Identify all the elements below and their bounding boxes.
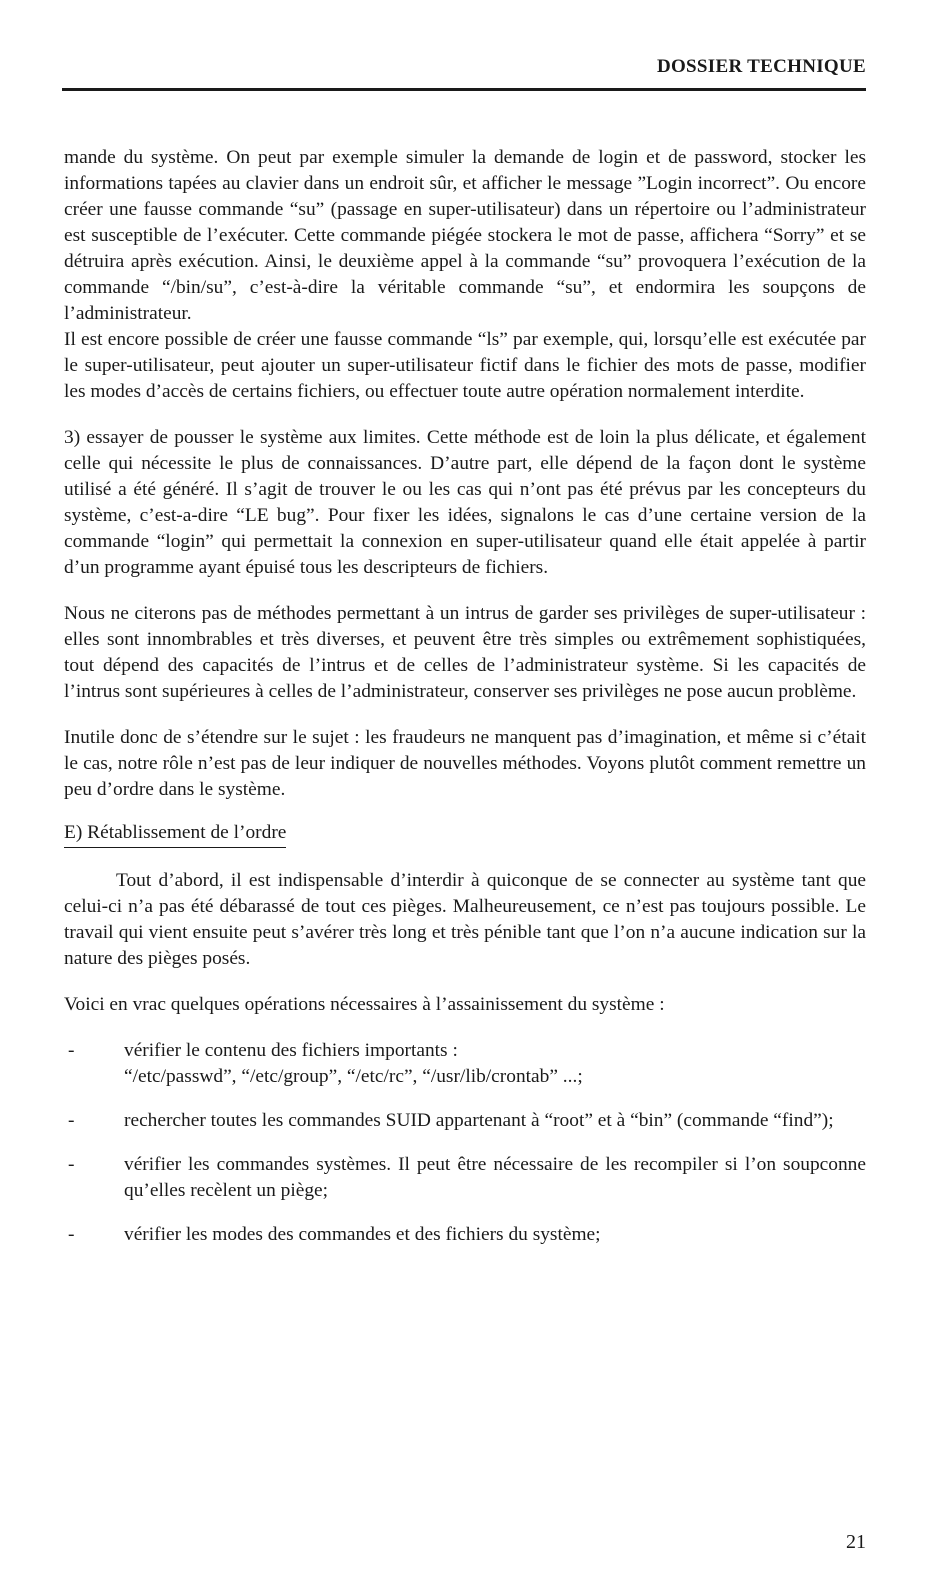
paragraph-5: Inutile donc de s’étendre sur le sujet : les fraudeurs ne manquent pas d’imagination, et même si c’était le cas, notre rôle n’est pas de leur indiquer de nouvelles méthodes. Voyons plutôt comment remettre un peu d’ordre dans le système. — [64, 727, 866, 800]
running-header: DOSSIER TECHNIQUE — [656, 56, 866, 77]
paragraph-7: Voici en vrac quelques opérations nécessaires à l’assainissement du système : — [64, 994, 665, 1015]
list-item — [64, 1038, 866, 1090]
list-dash: - — [68, 1154, 75, 1175]
operations-list — [64, 1038, 866, 1248]
paragraph-2: Il est encore possible de créer une fausse commande “ls” par exemple, qui, lorsqu’elle est exécutée par le super-utilisateur, peut ajouter un super-utilisateur fictif dans le fichier des mots de passe, modifier les modes d’accès de certains fichiers, ou effectuer toute autre opération normalement interdite. — [64, 329, 866, 402]
list-item — [64, 1108, 866, 1134]
list-item-text: vérifier les modes des commandes et des fichiers du système; — [124, 1224, 601, 1245]
list-dash: - — [68, 1040, 75, 1061]
list-item-text-line2: “/etc/passwd”, “/etc/group”, “/etc/rc”, “/usr/lib/crontab” ...; — [124, 1066, 583, 1087]
header-rule — [62, 88, 866, 91]
list-item — [64, 1152, 866, 1204]
body-text — [64, 145, 866, 1248]
paragraph-1: mande du système. On peut par exemple simuler la demande de login et de password, stocker les informations tapées au clavier dans un endroit sûr, et afficher le message ”Login incorrect”. Ou encore créer une fausse commande “su” (passage en super-utilisateur) dans un répertoire ou l’administrateur est susceptible de l’exécuter. Cette commande piégée stockera le mot de passe, affichera “Sorry” et se détruira après exécution. Ainsi, le deuxième appel à la commande “su” provoquera l’exécution de la commande “/bin/su”, c’est-à-dire la véritable commande “su”, et endormira les soupçons de l’administrateur. — [64, 147, 866, 324]
list-item-text: vérifier le contenu des fichiers importants : — [124, 1040, 458, 1061]
paragraph-6: Tout d’abord, il est indispensable d’interdir à quiconque de se connecter au système tant que celui-ci n’a pas été débarassé de tout ces pièges. Malheureusement, ce n’est pas toujours possible. Le travail qui vient ensuite peut s’avérer très long et très pénible tant que l’on n’a aucune indication sur la nature des pièges posés. — [64, 870, 866, 969]
list-item-text: vérifier les commandes systèmes. Il peut être nécessaire de les recompiler si l’on soupconne qu’elles recèlent un piège; — [124, 1154, 866, 1201]
list-item — [64, 1222, 866, 1248]
paragraph-4: Nous ne citerons pas de méthodes permettant à un intrus de garder ses privilèges de super-utilisateur : elles sont innombrables et très diverses, et peuvent être très simples ou extrêmement sophistiquées, tout dépend des capacités de l’intrus et de celles de l’administrateur système. Si les capacités de l’intrus sont supérieures à celles de l’administrateur, conserver ses privilèges ne pose aucun problème. — [64, 603, 866, 702]
list-dash: - — [68, 1224, 75, 1245]
section-heading: E) Rétablissement de l’ordre — [64, 821, 286, 848]
list-dash: - — [68, 1110, 75, 1131]
page-number: 21 — [846, 1531, 866, 1553]
paragraph-3: 3) essayer de pousser le système aux limites. Cette méthode est de loin la plus délicate, et également celle qui nécessite le plus de connaissances. D’autre part, elle dépend de la façon dont le système utilisé a été généré. Il s’agit de trouver le ou les cas qui n’ont pas été prévus par les concepteurs du système, c’est-a-dire “LE bug”. Pour fixer les idées, signalons le cas d’une certaine version de la commande “login” qui permettait la connexion en super-utilisateur quand elle était appelée à partir d’un programme ayant épuisé tous les descripteurs de fichiers. — [64, 427, 866, 578]
list-item-text: rechercher toutes les commandes SUID appartenant à “root” et à “bin” (commande “find”); — [124, 1110, 834, 1131]
